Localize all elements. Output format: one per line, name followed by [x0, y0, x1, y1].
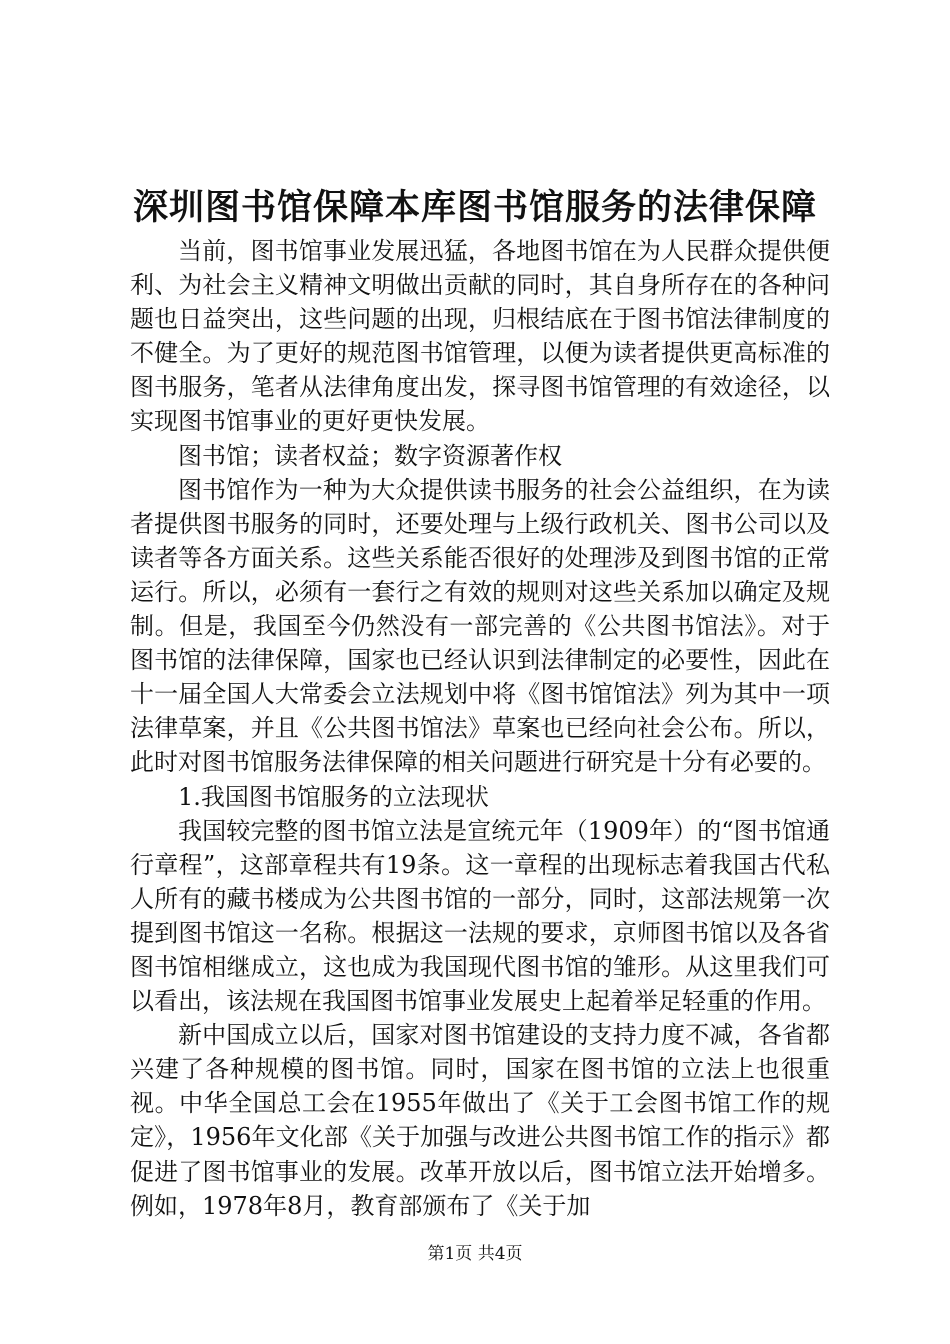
page-footer: 第1页 共4页: [427, 1244, 523, 1264]
paragraph-keywords: 图书馆；读者权益；数字资源著作权: [178, 441, 562, 470]
paragraph-history: 我国较完整的图书馆立法是宣统元年（1909年）的“图书馆通行章程”，这部章程共有19条。这一章程的出现标志着我国古代私人所有的藏书楼成为公共图书馆的一部分，同时，这部法规第一次提到图书馆这一名称。根据这一法规的要求，京师图书馆以及各省图书馆相继成立，这也成为我国现代图书馆的雏形。从这里我们可以看出，该法规在我国图书馆事业发展史上起着举足轻重的作用。: [130, 816, 830, 1016]
section-heading: 1.我国图书馆服务的立法现状: [178, 782, 489, 811]
document-title: 深圳图书馆保障本库图书馆服务的法律保障: [132, 187, 817, 228]
document-body: [130, 234, 830, 1223]
paragraph-background: 图书馆作为一种为大众提供读书服务的社会公益组织，在为读者提供图书服务的同时，还要处理与上级行政机关、图书公司以及读者等各方面关系。这些关系能否很好的处理涉及到图书馆的正常运行。所以，必须有一套行之有效的规则对这些关系加以确定及规制。但是，我国至今仍然没有一部完善的《公共图书馆法》。对于图书馆的法律保障，国家也已经认识到法律制定的必要性，因此在十一届全国人大常委会立法规划中将《图书馆馆法》列为其中一项法律草案，并且《公共图书馆法》草案也已经向社会公布。所以，此时对图书馆服务法律保障的相关问题进行研究是十分有必要的。: [130, 475, 830, 777]
paragraph-new-china: 新中国成立以后，国家对图书馆建设的支持力度不减，各省都兴建了各种规模的图书馆。同时，国家在图书馆的立法上也很重视。中华全国总工会在1955年做出了《关于工会图书馆工作的规定》，1956年文化部《关于加强与改进公共图书馆工作的指示》都促进了图书馆事业的发展。改革开放以后，图书馆立法开始增多。例如，1978年8月，教育部颁布了《关于加: [130, 1021, 830, 1220]
paragraph-intro: 当前，图书馆事业发展迅猛，各地图书馆在为人民群众提供便利、为社会主义精神文明做出贡献的同时，其自身所存在的各种问题也日益突出，这些问题的出现，归根结底在于图书馆法律制度的不健全。为了更好的规范图书馆管理，以便为读者提供更高标准的图书服务，笔者从法律角度出发，探寻图书馆管理的有效途径，以实现图书馆事业的更好更快发展。: [130, 237, 830, 436]
